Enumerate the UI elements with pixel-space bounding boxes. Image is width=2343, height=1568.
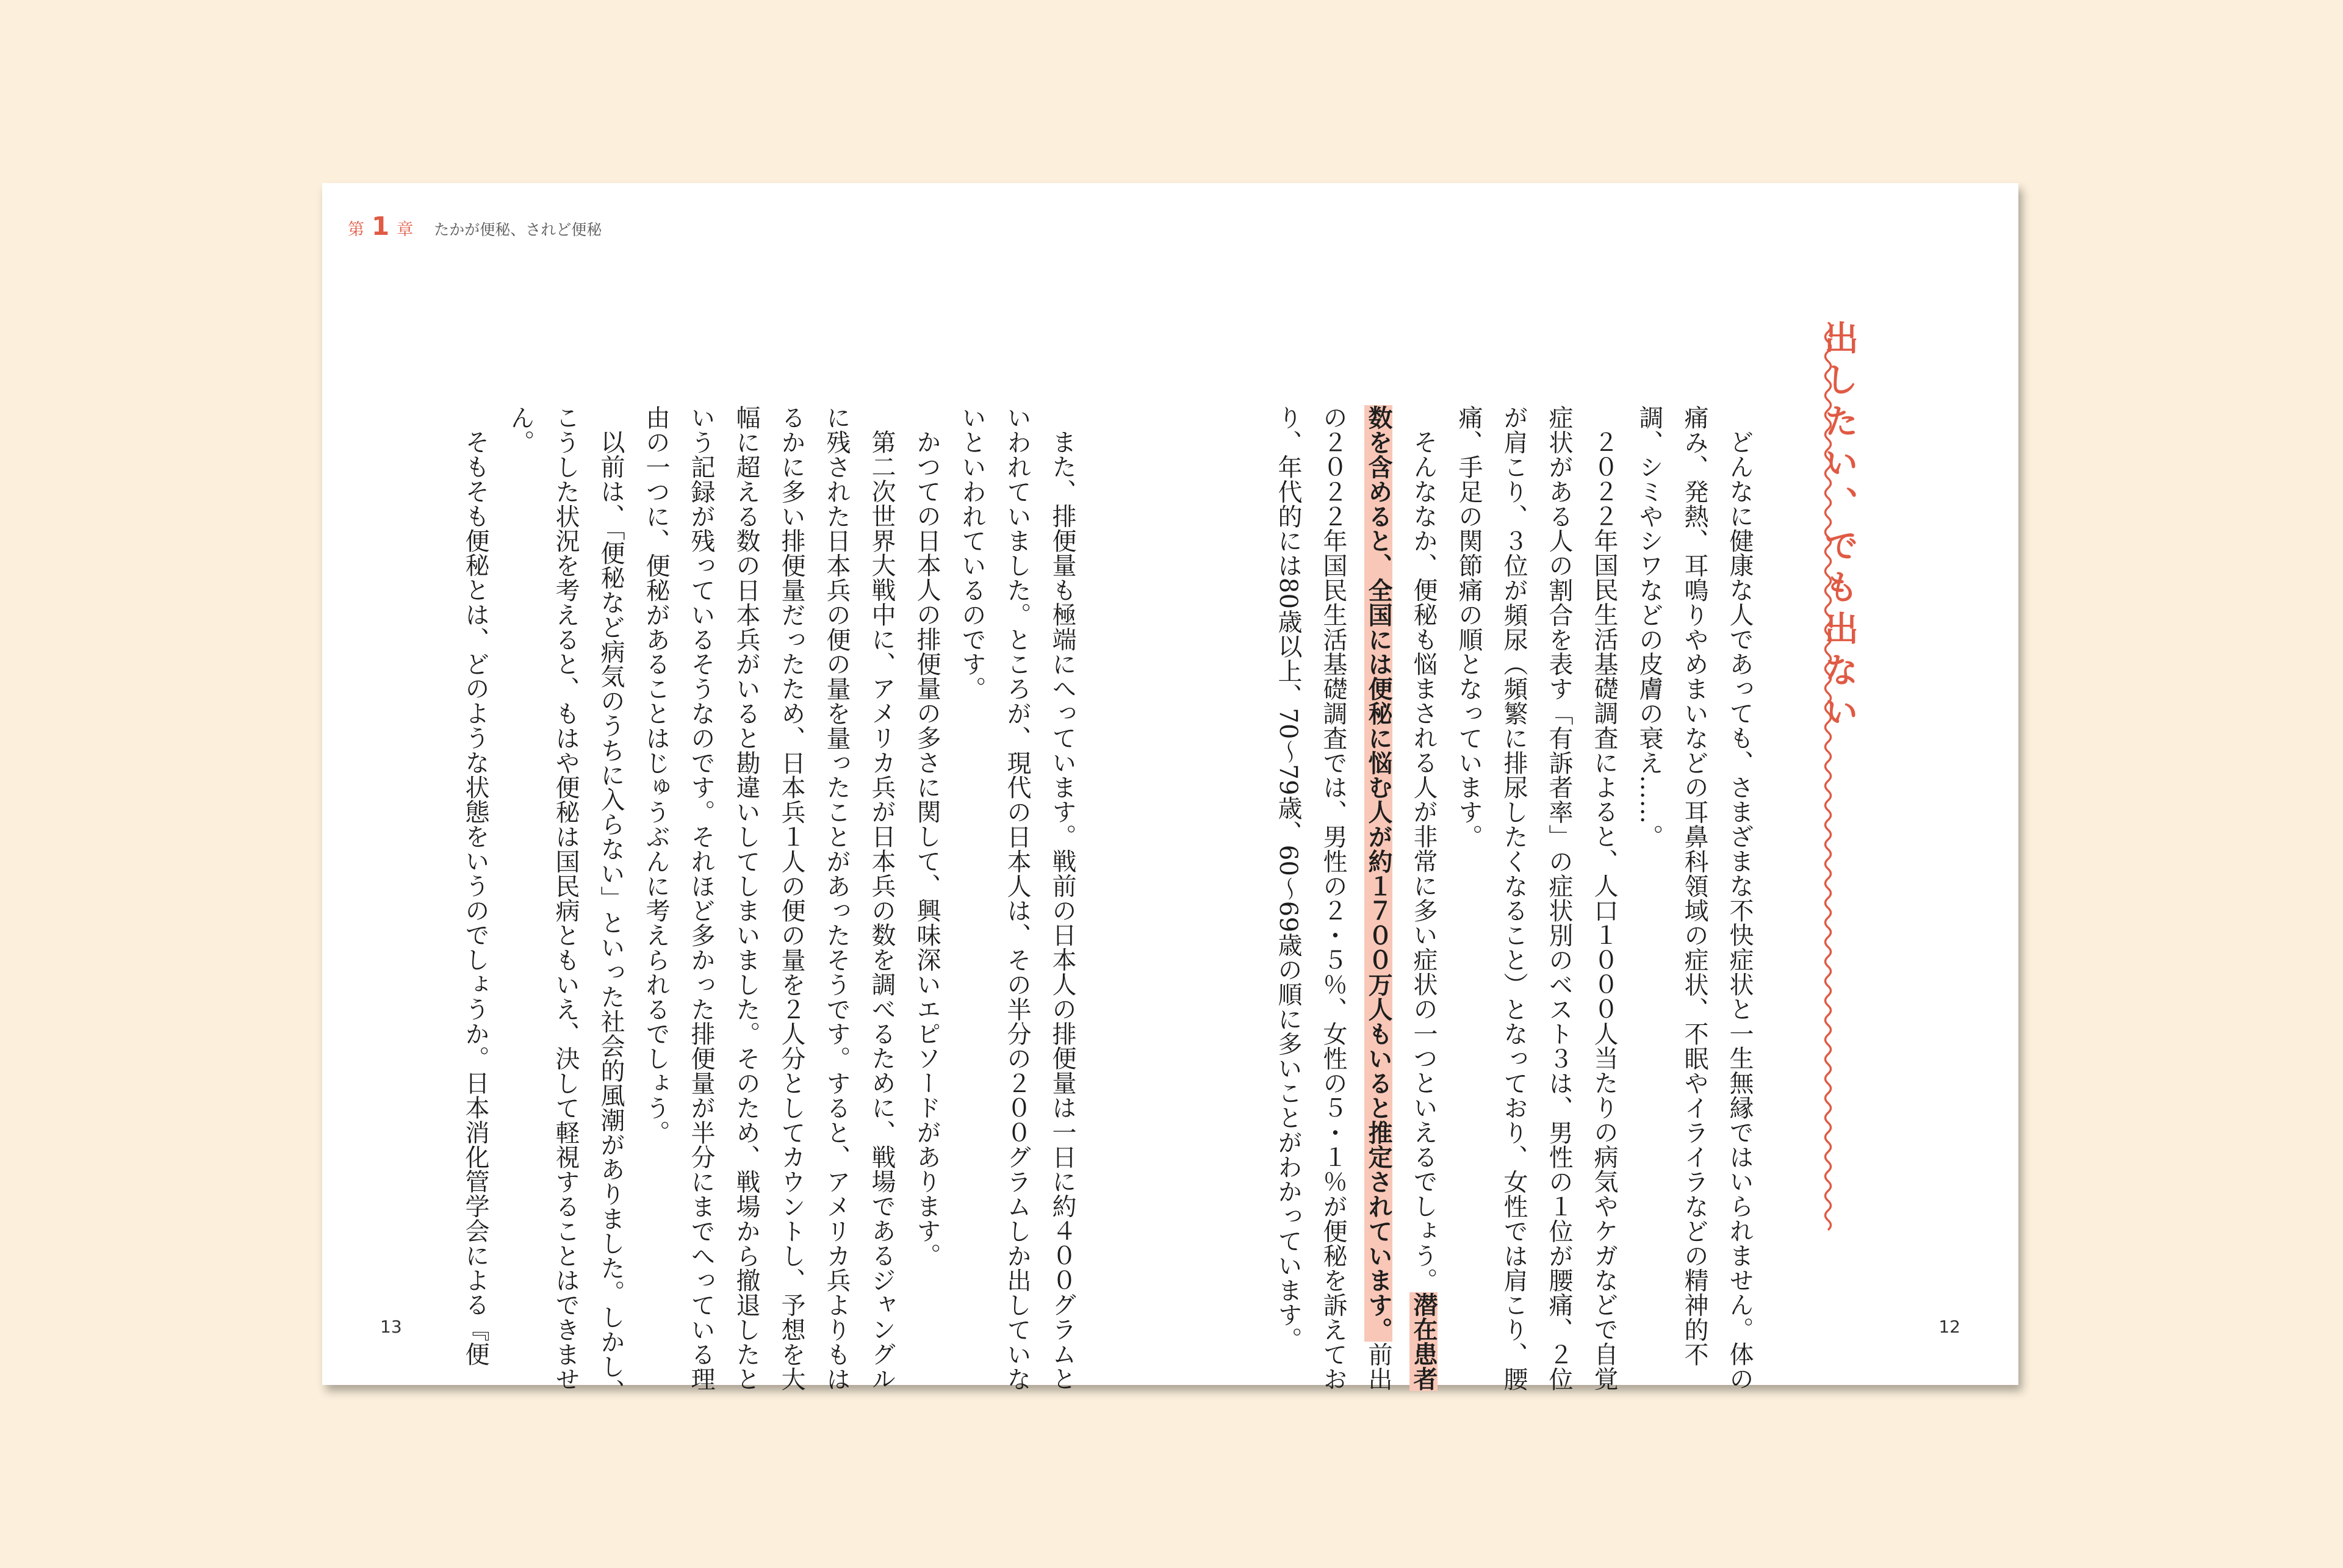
page-number-left: 13 xyxy=(380,1317,402,1337)
text-segment: 前出の２０２２年国民生活基礎調査では、男性の２・５％、女性の５・１％が便秘を訴えており、年代的には80歳以上、70～79歳、60～69歳の順に多いことがわかっています。 xyxy=(1274,405,1392,1392)
chapter-number: 1 xyxy=(372,211,390,241)
section-heading: 出したい、でも出ない xyxy=(1819,320,1859,735)
chapter-word-before: 第 xyxy=(348,220,364,239)
highlighted-statement: 潜在患者数を含めると、全国には便秘に悩む人が約１７００万人もいると推定されています。 xyxy=(1364,405,1438,1391)
chapter-title: たかが便秘、されど便秘 xyxy=(434,221,602,239)
paragraph-episode-intro: かつての日本人の排便量の多さに関して、興味深いエピソードがあります。 xyxy=(913,430,941,1268)
paragraph-constipation xyxy=(1265,405,1446,1412)
paragraph-survey: ２０２２年国民生活基礎調査によると、人口１０００人当たりの病気やケガなどで自覚症状がある人の割合を表す「有訴者率」の症状別のベスト３は、男性の１位が腰痛、２位が肩こり、３位が頻尿（頻繁に排尿したくなること）となっており、女性では肩こり、腰痛、手足の関節痛の順となっています。 xyxy=(1455,405,1618,1391)
chapter-header xyxy=(348,211,602,241)
paragraph-intro: どんなに健康な人であっても、さまざまな不快症状と一生無縁ではいられません。体の痛み、発熱、耳鳴りやめまいなどの耳鼻科領域の症状、不眠やイライラなどの精神的不調、シミやシワなどの皮膚の衰え……。 xyxy=(1635,405,1754,1391)
book-spread xyxy=(322,183,2018,1403)
paragraph-stool-volume: また、排便量も極端にへっています。戦前の日本人の排便量は一日に約４００グラムといわれていました。ところが、現代の日本人は、その半分の２００グラムしか出していないといわれているのです。 xyxy=(958,405,1076,1391)
paragraph-definition: そもそも便秘とは、どのような状態をいうのでしょうか。日本消化管学会による『便 xyxy=(461,430,489,1367)
left-page-body xyxy=(453,405,1085,1412)
paragraph-ww2-episode: 第二次世界大戦中に、アメリカ兵が日本兵の数を調べるために、戦場であるジャングルに残された日本兵の便の量を量ったことがあったそうです。すると、アメリカ兵よりもはるかに多い排便量だったため、日本兵１人の便の量を２人分としてカウントし、予想を大幅に超える数の日本兵がいると勘違いしてしまいました。そのため、戦場から撤退したという記録が残っているそうなのです。それほど多かった排便量が半分にまでへっている理由の一つに、便秘があることはじゅうぶんに考えられるでしょう。 xyxy=(642,405,896,1391)
chapter-word-after: 章 xyxy=(397,220,414,239)
wavy-divider xyxy=(1821,322,1835,1231)
page-number-right: 12 xyxy=(1938,1317,1960,1337)
text-segment: そんななか、便秘も悩まされる人が非常に多い症状の一つといえるでしょう。 xyxy=(1409,430,1438,1292)
right-page-body xyxy=(1265,405,1762,1412)
paragraph-social-attitude: 以前は、「便秘など病気のうちに入らない」といった社会的風潮がありました。しかし、こうした状況を考えると、もはや便秘は国民病ともいえ、決して軽視することはできません。 xyxy=(506,405,625,1403)
